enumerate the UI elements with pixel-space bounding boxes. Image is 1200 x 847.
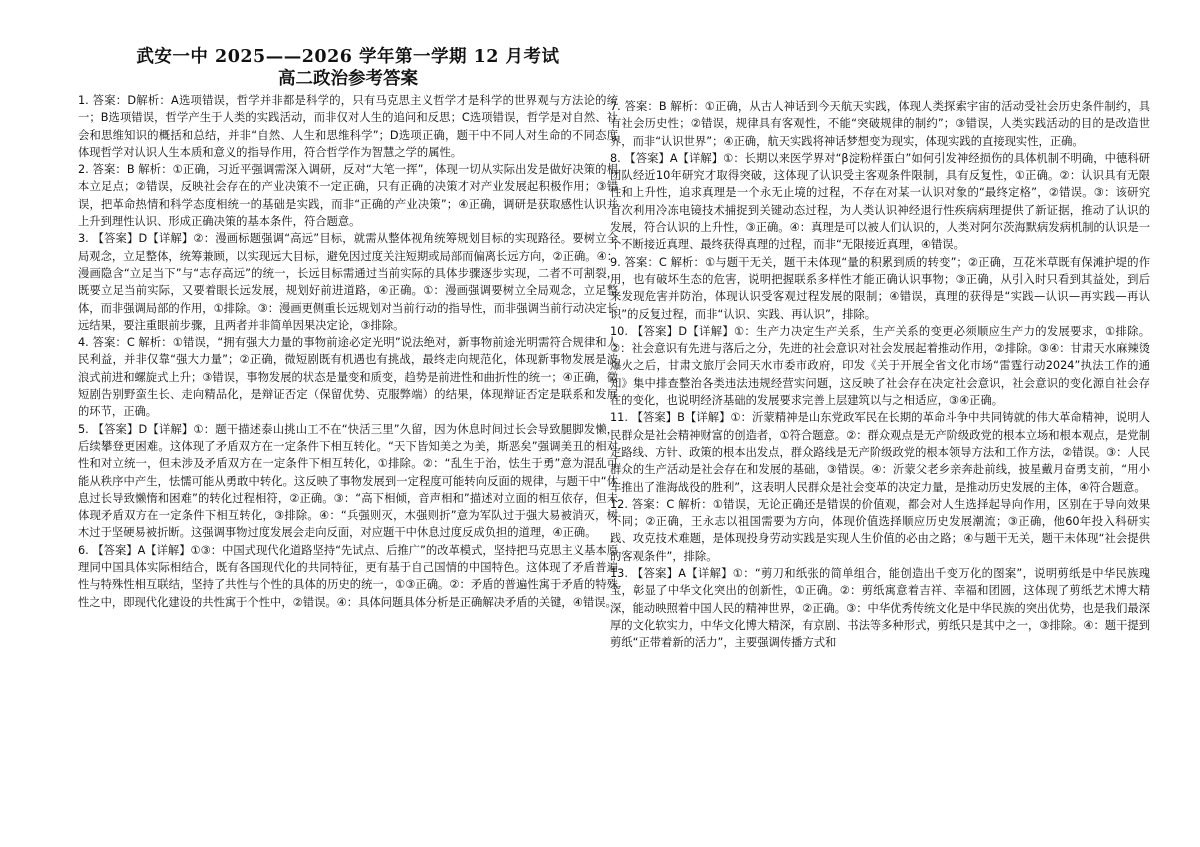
answer-item-12: 12. 答案：C 解析：①错误，无论正确还是错误的价值观，都会对人生选择起导向作用，区别在于导向效果不同；②正确，王永志以祖国需要为方向，体现价值选择顺应历史发展潮流；③正确，他60年投入科研实践、攻克技术难题，是体现投身劳动实践是实现人生价值的必由之路；④与题干无关，题干未体现“社会提供的客观条件”，排除。 xyxy=(610,497,1150,563)
answer-item-7: 7. 答案：B 解析：①正确，从古人神话到今天航天实践，体现人类探索宇宙的活动受社会历史条件制约，具有社会历史性；②错误，规律具有客观性，不能“突破规律的制约”；③错误，人类实践活动的目的是改造世界，而非“认识世界”；④正确，航天实践将神话梦想变为现实，体现实践的直接现实性，正确。 xyxy=(610,100,1150,148)
document-title: 武安一中 2025——2026 学年第一学期 12 月考试 xyxy=(136,47,560,67)
answer-item-2: 2. 答案：B 解析：①正确，习近平强调需深入调研，反对“大笔一挥”，体现一切从实际出发是做好决策的根本立足点；②错误，反映社会存在的产业决策不一定正确，只有正确的决策才对产业发展起积极作用；③错误，把革命热情和科学态度相统一的基础是实践，而非“正确的产业决策”；④正确，调研是获取感性认识并上升到理性认识、形成正确决策的基本条件，符合题意。 xyxy=(78,163,618,229)
answer-item-9: 9. 答案：C 解析：①与题干无关，题干未体现“量的积累到质的转变”；②正确，互花米草既有保滩护堤的作用，也有破坏生态的危害，说明把握联系多样性才能正确认识事物；③正确，从引入时只看到其益处，到后来发现危害并防治，体现认识受客观过程发展的限制；④错误，真理的获得是“实践—认识—再实践—再认识”的反复过程，而非“认识、实践、再认识”，排除。 xyxy=(610,255,1150,321)
answer-item-8: 8. 【答案】A【详解】①：长期以来医学界对“β淀粉样蛋白”如何引发神经损伤的具体机制不明确，中德科研团队经近10年研究才取得突破，这体现了认识受主客观条件限制，具有反复性，①正确。②：认识具有无限性和上升性，追求真理是一个永无止境的过程，不存在对某一认识对象的“最终定格”，②错误。③：该研究首次利用冷冻电镜技术捕捉到关键动态过程，为人类认识神经退行性疾病病理提供了新证据，推动了认识的发展，符合认识的上升性，③正确。④：真理是可以被人们认识的，人类对阿尔茨海默病发病机制的认识是一个不断接近真理、最终获得真理的过程，而非“无限接近真理，④错误。 xyxy=(610,151,1150,252)
answer-item-10: 10. 【答案】D【详解】①：生产力决定生产关系，生产关系的变更必须顺应生产力的发展要求，①排除。②：社会意识有先进与落后之分，先进的社会意识对社会发展起着推动作用，②排除。③④：甘肃天水麻辣烫爆火之后，甘肃文旅厅会同天水市委市政府，印发《关于开展全省文化市场“雷霆行动2024”执法工作的通知》集中排查整治各类违法违规经营实问题，这反映了社会存在决定社会意识，社会意识的变化源自社会存在的变化，也说明经济基础的发展要求完善上层建筑以与之相适应，③④正确。 xyxy=(610,324,1150,408)
document-subtitle: 高二政治参考答案 xyxy=(278,69,418,89)
document-header xyxy=(78,46,618,90)
left-column xyxy=(78,0,618,847)
answer-item-5: 5. 【答案】D【详解】①：题干描述泰山挑山工不在“快活三里”久留，因为休息时间过长会导致腿脚发懒，后续攀登更困难。这体现了矛盾双方在一定条件下相互转化。“天下皆知美之为美，斯恶矣”强调美丑的相对性和对立统一，但未涉及矛盾双方在一定条件下相互转化，①排除。②：“乱生于治，怯生于勇”意为混乱可能从秩序中产生，怯懦可能从勇敢中转化。这反映了事物发展到一定程度可能转向反面的规律，与题干中“休息过长导致懒惰和困难”的转化过程相符，②正确。③：“高下相倾，音声相和”描述对立面的相互依存，但未体现矛盾双方在一定条件下相互转化，③排除。④：“兵强则灭，木强则折”意为军队过于强大易被消灭，树木过于坚硬易被折断。这强调事物过度发展会走向反面，对应题干中休息过度反成负担的道理，④正确。 xyxy=(78,422,618,540)
answer-item-3: 3. 【答案】D【详解】②：漫画标题强调“高远”目标，就需从整体视角统筹规划目标的实现路径。要树立全局观念，立足整体，统筹兼顾，以实现远大目标，避免因过度关注短期或局部而偏离长远方向，②正确。④：漫画隐含“立足当下”与“志存高远”的统一，长远目标需通过当前实际的具体步骤逐步实现，二者不可割裂，既要立足当前实际，又要着眼长远发展，规划好前进道路，④正确。①：漫画强调要树立全局观念，立足整体，而非强调局部的作用，①排除。③：漫画更侧重长远规划对当前行动的指导性，而非强调当前行动决定长远结果，要注重眼前步骤，且两者并非简单因果决定论，③排除。 xyxy=(78,232,618,332)
answer-item-4: 4. 答案：C 解析：①错误，“拥有强大力量的事物前途必定光明”说法绝对，新事物前途光明需符合规律和人民利益，并非仅靠“强大力量”；②正确，微短剧既有机遇也有挑战，最终走向规范化，体现新事物发展是波浪式前进和螺旋式上升；③错误，事物发展的状态是量变和质变，趋势是前进性和曲折性的统一；④正确，微短剧告别野蛮生长、走向精品化，是辩证否定（保留优势、克服弊端）的结果，体现辩证否定是联系和发展的环节，正确。 xyxy=(78,336,618,419)
right-column xyxy=(610,0,1150,847)
answer-item-13: 13. 【答案】A【详解】①：“剪刀和纸张的简单组合，能创造出千变万化的图案”，说明剪纸是中华民族瑰宝，彰显了中华文化突出的创新性，①正确。②：剪纸寓意着吉祥、幸福和团圆，这体现了剪纸艺术博大精深，能动映照着中国人民的精神世界，②正确。③：中华优秀传统文化是中华民族的突出优势，也是我们最深厚的文化软实力，中华文化博大精深，有京剧、书法等多种形式，剪纸只是其中之一，③排除。④：题干提到剪纸“正带着新的活力”，主要强调传播方式和 xyxy=(610,567,1150,650)
answer-item-11: 11. 【答案】B【详解】①：沂蒙精神是山东党政军民在长期的革命斗争中共同铸就的伟大革命精神，说明人民群众是社会精神财富的创造者，①符合题意。②：群众观点是无产阶级政党的根本立场和根本观点，是党制定路线、方针、政策的根本出发点，群众路线是无产阶级政党的根本领导方法和工作方法，②错误。③：人民群众的生产活动是社会存在和发展的基础，③错误。④：沂蒙父老乡亲奔赴前线，披星戴月奋勇支前，“用小车推出了淮海战役的胜利”，这表明人民群众是社会变革的决定力量，是推动历史发展的主体，④符合题意。 xyxy=(610,411,1150,494)
answer-item-1: 1. 答案：D解析：A选项错误，哲学并非都是科学的，只有马克思主义哲学才是科学的世界观与方法论的统一；B选项错误，哲学产生于人类的实践活动，而非仅对人生的追问和反思；C选项错误，哲学是对自然、社会和思维知识的概括和总结，并非“自然、人生和思维科学”；D选项正确，题干中不同人对生命的不同态度体现哲学对认识人生本质和意义的指导作用，符合哲学作为智慧之学的属性。 xyxy=(78,94,618,159)
answer-item-6: 6. 【答案】A【详解】①③：中国式现代化道路坚持“先试点、后推广”的改革模式，坚持把马克思主义基本原理同中国具体实际相结合，既有各国现代化的共同特征，更有基于自己国情的中国特色。这体现了矛盾普遍性与特殊性相互联结，坚持了共性与个性的具体的历史的统一，①③正确。②：矛盾的普遍性寓于矛盾的特殊性之中，即现代化建设的共性寓于个性中，②错误。④：具体问题具体分析是正确解决矛盾的关键，④错误。 xyxy=(78,543,618,609)
